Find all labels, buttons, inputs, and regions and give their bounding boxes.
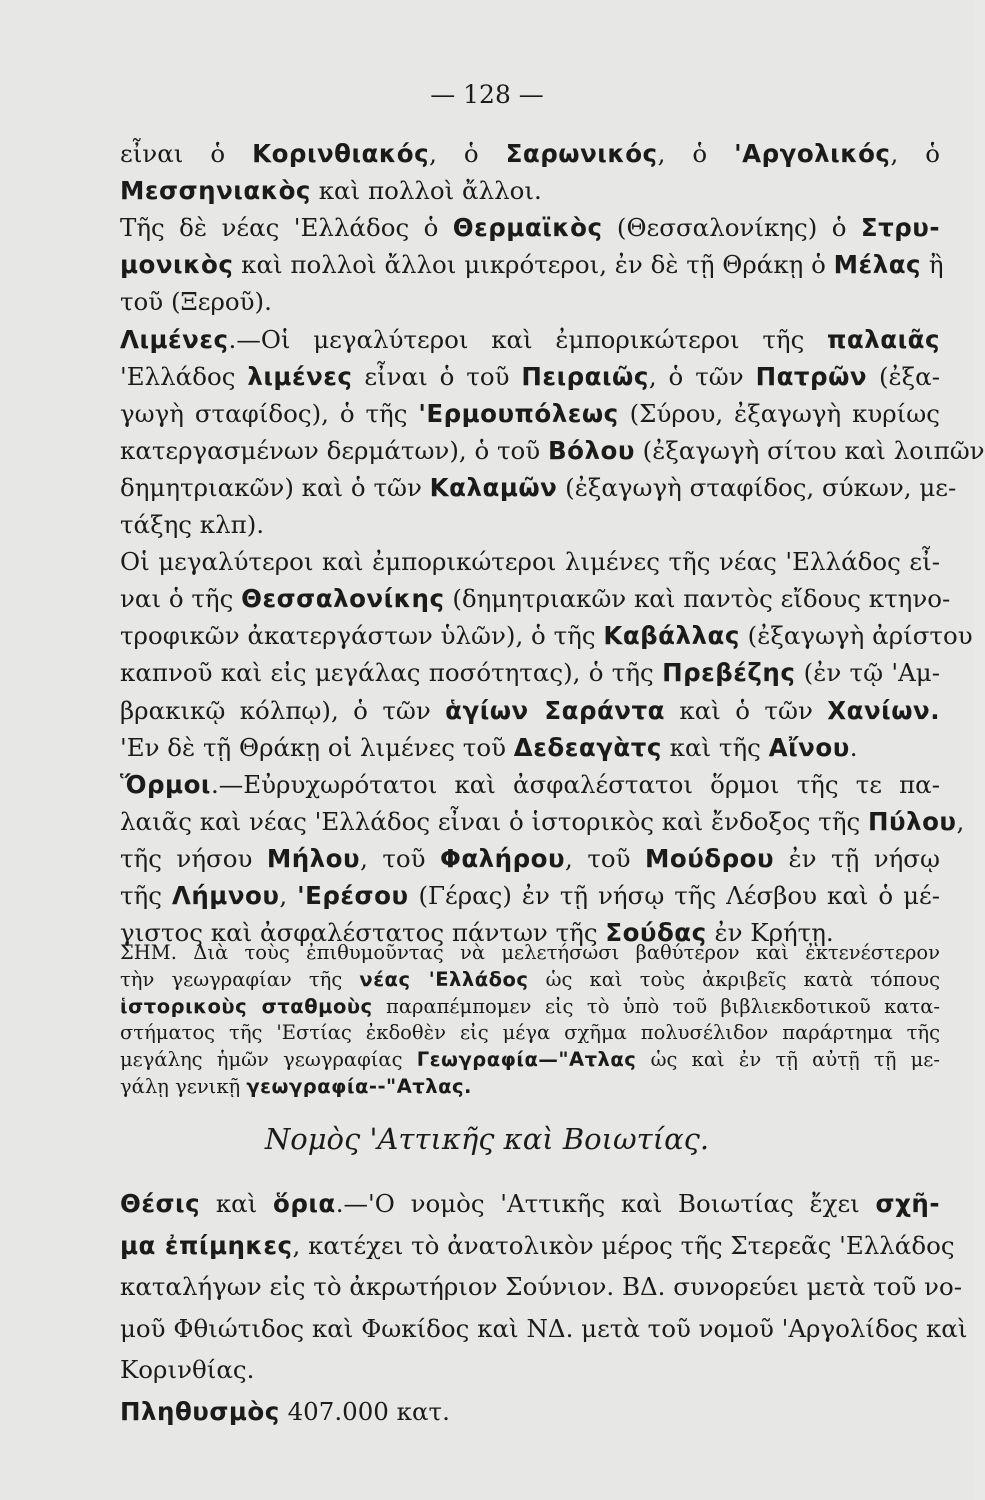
bold-term: Μεσσηνιακὸς <box>120 176 311 206</box>
text-run: 'Εν δὲ τῇ Θράκῃ οἱ λιμένες τοῦ <box>120 732 514 762</box>
text-line <box>120 324 940 356</box>
text-run: .—Οἱ μεγαλύτεροι καὶ ἐμπορικώτεροι τῆς <box>228 324 828 354</box>
text-run: (Γέρας) ἐν τῇ νήσῳ τῆς Λέσβου καὶ ὁ μέ- <box>408 881 940 910</box>
text-line <box>120 583 951 615</box>
text-run: , τοῦ <box>360 843 441 873</box>
bold-term: Ὅρμοι <box>120 769 211 799</box>
bold-term: ἁγίων Σαράντα <box>445 695 665 725</box>
text-run: καὶ <box>200 1189 273 1218</box>
section-heading: Νομὸς 'Αττικῆς καὶ Βοιωτίας. <box>264 1122 710 1156</box>
text-line <box>120 843 940 875</box>
text-line <box>120 1188 940 1220</box>
bold-term: Πρεβέζης <box>662 658 796 688</box>
text-run: ναι ὁ τῆς <box>120 584 242 614</box>
bold-term: Μούδρου <box>645 843 775 873</box>
text-line <box>120 1354 940 1386</box>
text-run: (ἐξαγωγὴ ἀρίστου <box>739 621 973 651</box>
bold-term: Δεδεαγὰτς <box>513 732 662 762</box>
text-run: . <box>849 732 858 762</box>
text-run: ὡς καὶ ἐν τῇ αὐτῇ τῇ με- <box>636 1048 940 1072</box>
text-run: (Θεσσαλονίκης) ὁ <box>602 213 861 243</box>
text-run: καὶ ὁ τῶν <box>664 695 828 725</box>
bold-term: Λιμένες <box>120 324 229 354</box>
text-run: μεγάλης ἡμῶν γεωγραφίας <box>120 1048 417 1072</box>
bold-term: Θεσσαλονίκης <box>241 584 445 614</box>
text-run: Οἱ μεγαλύτεροι καὶ ἐμπορικώτεροι λιμένες τῆς νέας 'Ελλάδος εἶ- <box>120 547 940 577</box>
text-run: τὴν γεωγραφίαν τῆς <box>120 967 360 991</box>
bold-term: μα ἐπίμηκες <box>120 1230 293 1260</box>
bold-term: 'Ερέσου <box>297 881 409 910</box>
bold-term: Αἴνου <box>768 732 850 762</box>
text-line <box>120 1230 955 1262</box>
text-run: γιστος καὶ ἀσφαλέστατος πάντων τῆς <box>120 918 606 948</box>
bold-term: Στρυ- <box>860 213 940 243</box>
text-run: γωγὴ σταφίδος), ὁ τῆς <box>120 398 419 428</box>
text-run: τῆς νήσου <box>120 843 267 873</box>
text-run: στήματος τῆς 'Εστίας ἐκδοθὲν εἰς μέγα σχῆμα πολυσέλιδον παράρτημα τῆς <box>120 1021 940 1045</box>
text-line <box>120 435 985 467</box>
text-run: καταλήγων εἰς τὸ ἀκρωτήριον Σούνιον. ΒΔ. συνορεύει μετὰ τοῦ νο- <box>120 1272 962 1301</box>
text-run: .—Εὐρυχωρότατοι καὶ ἀσφαλέστατοι ὅρμοι τῆς τε πα- <box>210 769 940 799</box>
bold-term: Σαρωνικός <box>505 139 658 168</box>
bold-term: Πειραιῶς <box>521 361 649 391</box>
bold-term: Κορινθιακός <box>252 139 430 168</box>
bold-term: Πατρῶν <box>755 361 868 391</box>
text-run: (ἐξαγωγὴ σταφίδος, σύκων, με- <box>557 472 957 502</box>
text-run: , ὁ <box>429 139 506 168</box>
text-run: καὶ τῆς <box>661 732 769 762</box>
bold-term: Θέσις <box>120 1189 201 1218</box>
text-run: ΣΗΜ. Διὰ τοὺς ἐπιθυμοῦντας νὰ μελετήσωσι βαθύτερον καὶ ἐκτενέστερον <box>120 941 940 964</box>
text-run: , <box>956 806 965 836</box>
text-run: κατεργασμένων δερμάτων), ὁ τοῦ <box>120 435 548 465</box>
text-run: , τοῦ <box>565 843 645 873</box>
bold-term: Καβάλλας <box>603 621 740 651</box>
text-line <box>120 657 940 689</box>
text-run: τοῦ (Ξεροῦ). <box>120 287 272 317</box>
bold-term: Χανίων. <box>827 695 941 725</box>
text-line <box>120 806 965 838</box>
text-run: μοῦ Φθιώτιδος καὶ Φωκίδος καὶ ΝΔ. μετὰ τοῦ νομοῦ 'Αργολίδος καὶ <box>120 1313 968 1343</box>
text-line <box>120 1271 962 1303</box>
bold-term: ὅρια <box>273 1189 336 1218</box>
text-run: 'Ελλάδος <box>120 361 248 391</box>
text-run: παραπέμπομεν εἰς τὸ ὑπὸ τοῦ βιβλιεκδοτικοῦ κατα- <box>372 994 940 1018</box>
text-line <box>120 994 940 1020</box>
bold-term: Μήλου <box>266 843 361 873</box>
text-run: , ὁ <box>890 139 941 168</box>
bold-term: Γεωγραφία—"Ατλας <box>416 1048 637 1072</box>
page-number: — 128 — <box>430 80 544 109</box>
bold-term: παλαιᾶς <box>827 324 940 354</box>
text-run: καὶ πολλοὶ ἄλλοι. <box>310 176 542 206</box>
text-line <box>120 1020 940 1046</box>
text-run: (δημητριακῶν καὶ παντὸς εἴδους κτηνο- <box>444 584 951 614</box>
text-run: , ὁ <box>657 139 735 168</box>
text-line <box>120 361 940 393</box>
text-line <box>120 620 973 652</box>
text-run: δημητριακῶν) καὶ ὁ τῶν <box>120 472 430 502</box>
text-run: (ἐξαγωγὴ σίτου καὶ λοιπῶν <box>634 435 985 465</box>
text-run: γάλῃ γενικῇ <box>120 1075 247 1098</box>
text-line <box>120 286 940 318</box>
text-run: 407.000 κατ. <box>279 1396 450 1426</box>
bold-term: Πληθυσμὸς <box>120 1396 280 1426</box>
text-line <box>120 175 940 207</box>
text-run: καπνοῦ καὶ εἰς μεγάλας ποσότητας), ὁ τῆς <box>120 658 663 688</box>
text-run: εἶναι ὁ τοῦ <box>352 361 522 391</box>
bold-term: 'Ερμουπόλεως <box>418 398 619 428</box>
text-line <box>120 138 940 170</box>
bold-term: σχῆ- <box>875 1189 940 1218</box>
bold-term: μονικὸς <box>120 250 234 280</box>
text-line <box>120 1396 940 1428</box>
text-run: ἐν τῇ νήσῳ <box>774 843 940 873</box>
text-line <box>120 509 940 541</box>
bold-term: 'Αργολικός <box>734 139 891 168</box>
text-line <box>120 732 940 764</box>
bold-term: Πύλου <box>868 806 957 836</box>
text-run: , κατέχει τὸ ἀνατολικὸν μέρος τῆς Στερεᾶς 'Ελλάδος <box>292 1230 955 1260</box>
text-run: , ὁ τῶν <box>648 361 756 391</box>
bold-term: Φαλήρου <box>440 843 566 873</box>
bold-term: Βόλου <box>547 435 635 465</box>
bold-term: λιμένες <box>247 361 353 391</box>
text-run: τροφικῶν ἀκατεργάστων ὑλῶν), ὁ τῆς <box>120 621 604 651</box>
text-line <box>120 967 940 993</box>
bold-term: Καλαμῶν <box>429 472 558 502</box>
bold-term: Λήμνου <box>171 881 280 910</box>
bold-term: Θερμαϊκὸς <box>452 213 603 243</box>
text-run: .—'Ο νομὸς 'Αττικῆς καὶ Βοιωτίας ἔχει <box>335 1189 876 1218</box>
text-run: ἐν Κρήτῃ. <box>706 918 834 948</box>
text-line <box>120 940 940 966</box>
text-line <box>120 398 940 430</box>
text-line <box>120 1313 968 1345</box>
text-run: , <box>279 881 298 910</box>
text-line <box>120 1074 940 1100</box>
text-line <box>120 212 940 244</box>
text-run: τῆς <box>120 881 172 910</box>
text-line <box>120 769 940 801</box>
bold-term: νέας 'Ελλάδος <box>359 967 529 991</box>
text-run: εἶναι ὁ <box>120 139 253 168</box>
text-run: ἢ <box>921 250 944 280</box>
bold-term: γεωγραφία--"Ατλας. <box>246 1075 472 1098</box>
text-line <box>120 880 940 912</box>
text-run: καὶ πολλοὶ ἄλλοι μικρότεροι, ἐν δὲ τῇ Θράκῃ ὁ <box>233 250 834 280</box>
bold-term: ἱστορικοὺς σταθμοὺς <box>120 994 373 1018</box>
text-run: (ἐξα- <box>867 361 941 391</box>
text-line <box>120 1047 940 1073</box>
text-run: λαιᾶς καὶ νέας 'Ελλάδος εἶναι ὁ ἱστορικὸς καὶ ἔνδοξος τῆς <box>120 806 869 836</box>
text-line <box>120 546 940 578</box>
bold-term: Μέλας <box>833 250 922 280</box>
bold-term: Σούδας <box>605 918 707 948</box>
text-run: τάξης κλπ). <box>120 510 265 539</box>
text-run: ὡς καὶ τοὺς ἀκριβεῖς κατὰ τόπους <box>528 967 940 991</box>
text-run: (ἐν τῷ 'Αμ- <box>795 658 940 688</box>
text-run: Τῆς δὲ νέας 'Ελλάδος ὁ <box>120 213 453 243</box>
text-run: βρακικῷ κόλπῳ), ὁ τῶν <box>120 695 446 725</box>
text-line <box>120 695 940 727</box>
text-run: (Σύρου, ἐξαγωγὴ κυρίως <box>618 398 940 428</box>
text-line <box>120 249 944 281</box>
text-line <box>120 472 957 504</box>
text-run: Κορινθίας. <box>120 1355 255 1384</box>
